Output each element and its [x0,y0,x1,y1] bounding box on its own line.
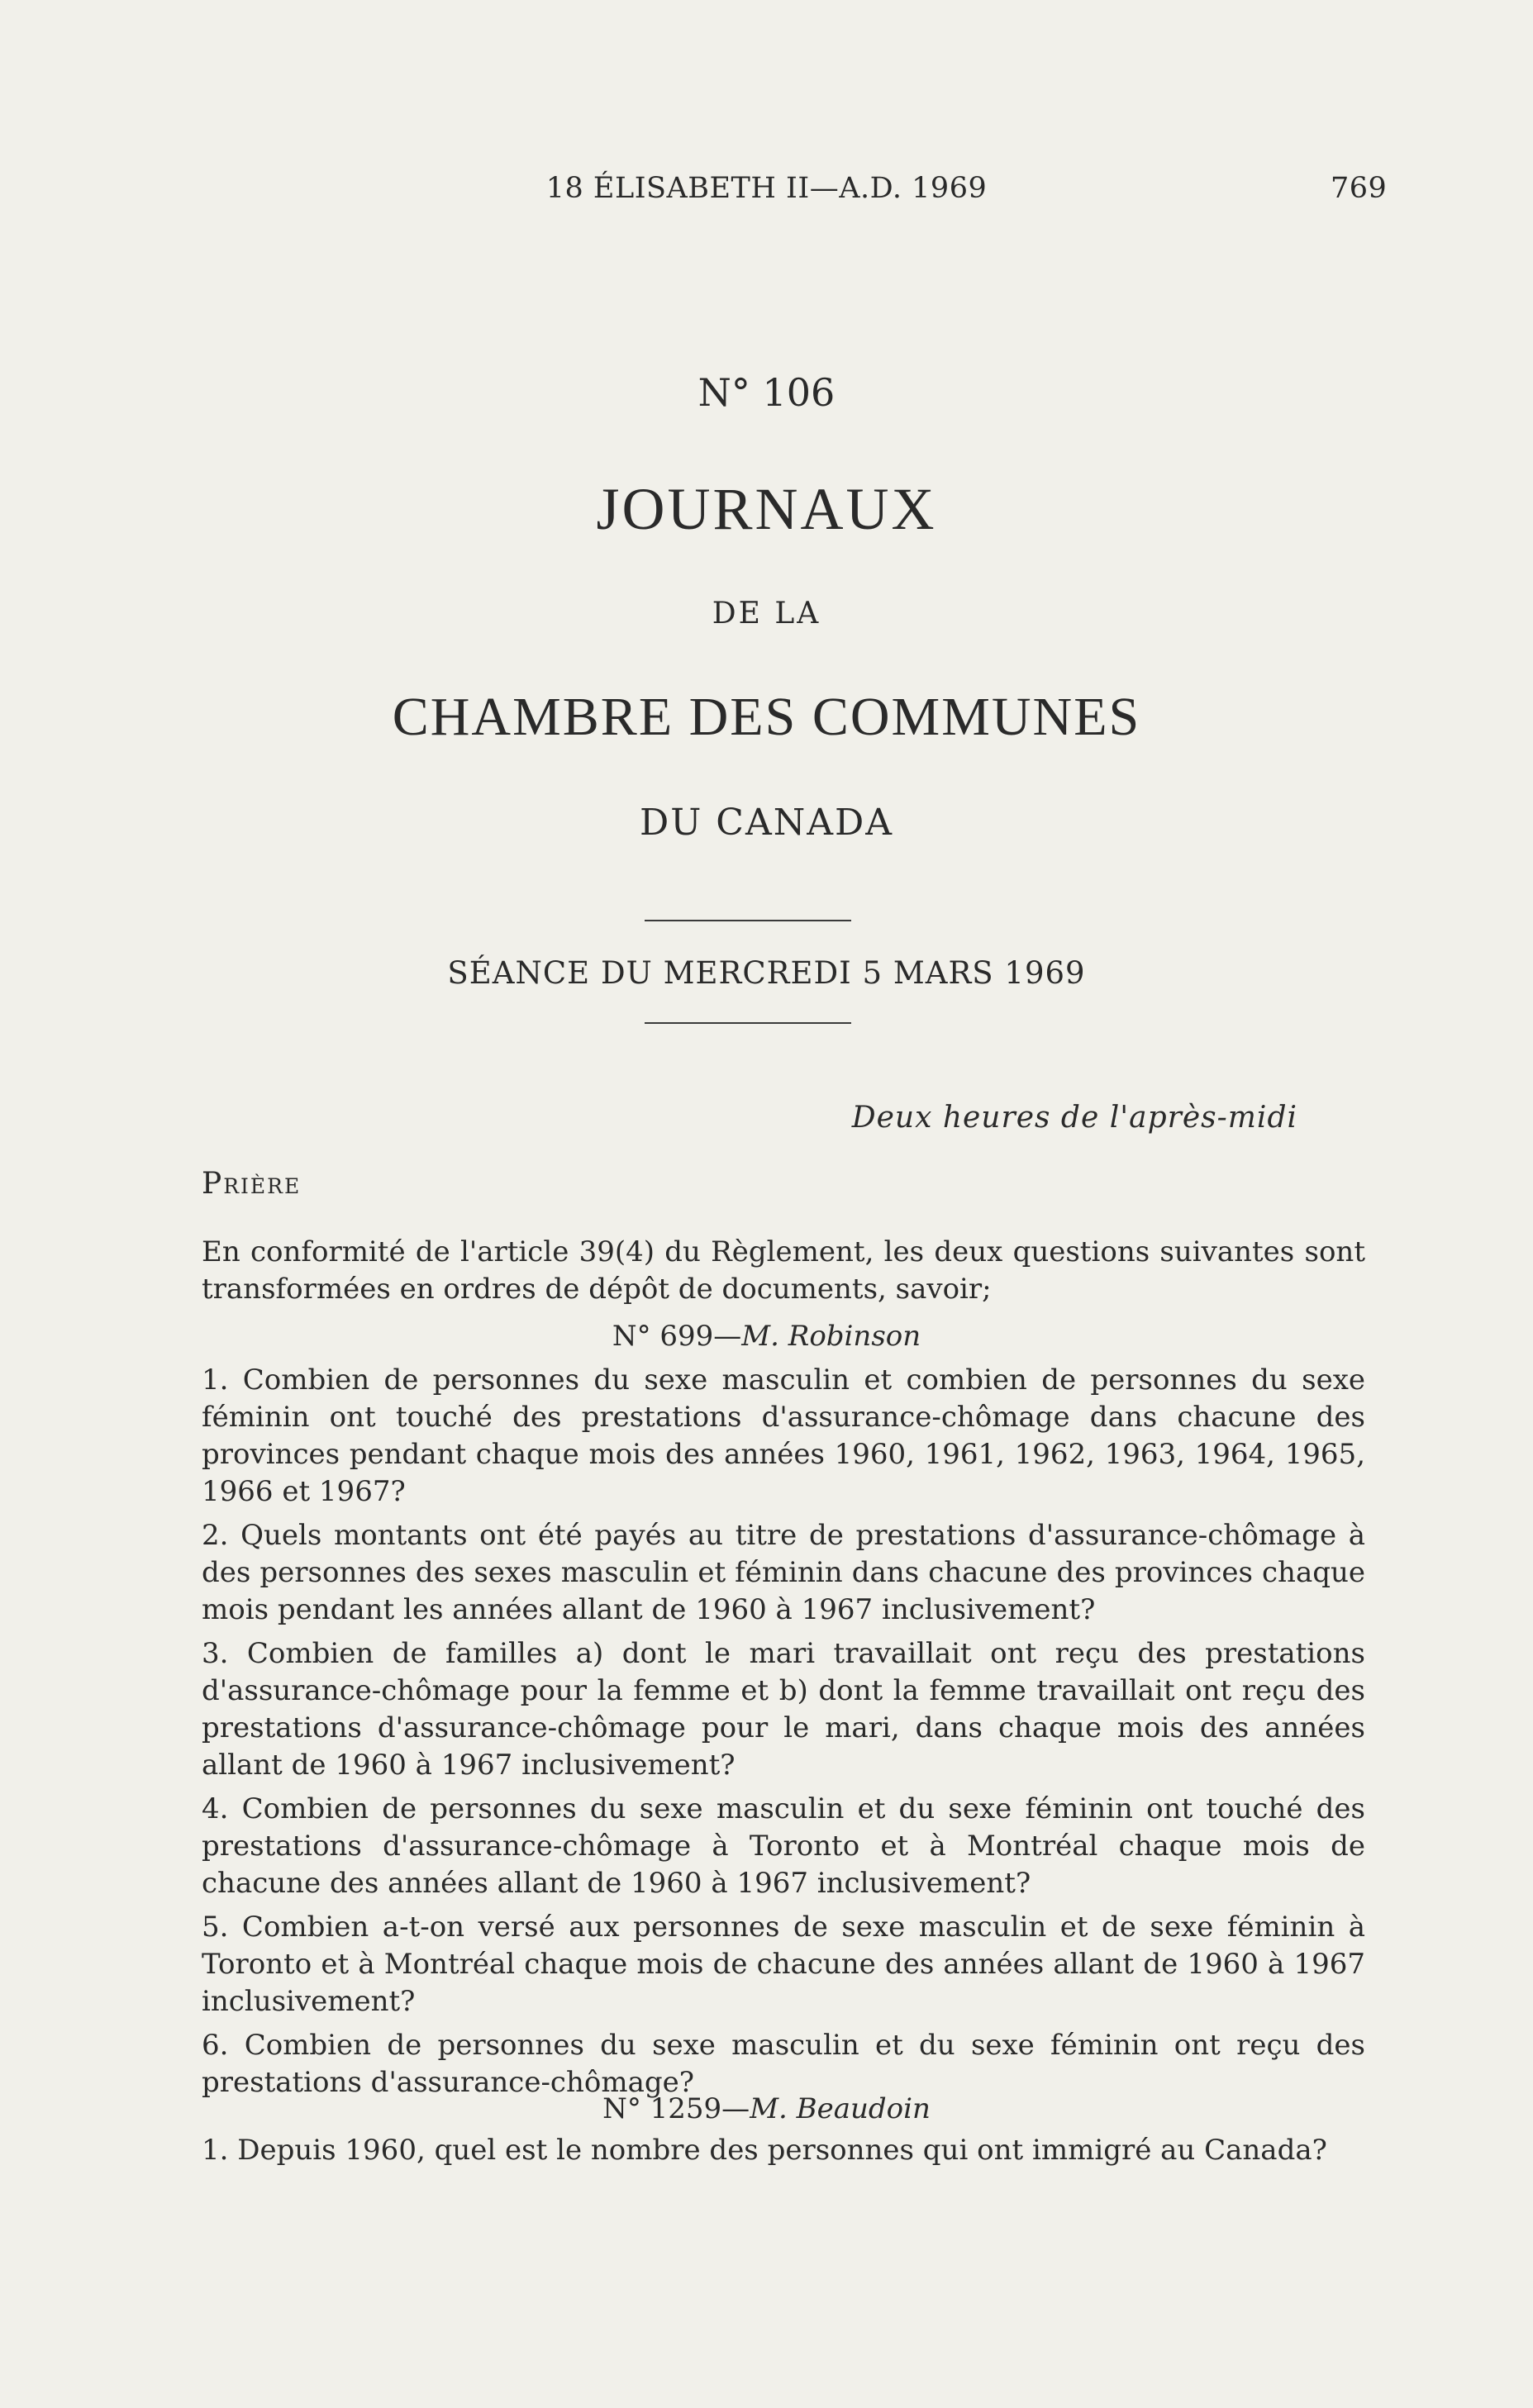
question-member: M. Beaudoin [750,2092,931,2125]
question-item: 5. Combien a-t-on versé aux personnes de sexe masculin et de sexe féminin à Toronto et à Montréal chaque mois de chacune des années allant de 1960 à 1967 inclusivement? [202,1911,1365,2018]
page-number: 769 [1331,172,1388,205]
question-item: 2. Quels montants ont été payés au titre de prestations d'assurance-chômage à des personnes des sexes masculin et féminin dans chacune des provinces chaque mois pendant les années allant de 1960 à 1967 inclusivement? [202,1519,1365,1626]
question-heading [0,2092,1533,2125]
divider-top [645,920,851,921]
intro-paragraph [202,1234,1365,1308]
issue-number: N° 106 [697,370,836,415]
question-number: N° 1259— [602,2092,750,2125]
title-journaux: JOURNAUX [596,476,937,542]
sitting-time: Deux heures de l'après-midi [851,1101,1297,1135]
section-priere: Prière [202,1167,302,1201]
question-list [202,1362,1365,2108]
question-item: 1. Combien de personnes du sexe masculin et combien de personnes du sexe féminin ont touché des prestations d'assurance-chômage dans chacune des provinces pendant chaque mois des années 1960, 1961, 1962, 1963, 1964, 1965, 1966 et 1967? [202,1363,1365,1508]
title-de-la: DE LA [712,597,821,631]
title-chambre: CHAMBRE DES COMMUNES [392,687,1141,747]
intro-text: En conformité de l'article 39(4) du Règlement, les deux questions suivantes sont transformées en ordres de dépôt de documents, savoir; [202,1235,1365,1306]
sitting-date: SÉANCE DU MERCREDI 5 MARS 1969 [447,955,1086,991]
question-item: 1. Depuis 1960, quel est le nombre des personnes qui ont immigré au Canada? [202,2134,1327,2167]
question-item: 3. Combien de familles a) dont le mari travaillait ont reçu des prestations d'assurance-chômage pour la femme et b) dont la femme travaillait ont reçu des prestations d'assurance-chômage pour le mari, dans chaque mois des années allant de 1960 à 1967 inclusivement? [202,1637,1365,1782]
question-item: 6. Combien de personnes du sexe masculin et du sexe féminin ont reçu des prestations d'assurance-chômage? [202,2029,1365,2099]
question-item: 4. Combien de personnes du sexe masculin et du sexe féminin ont touché des prestations d'assurance-chômage à Toronto et à Montréal chaque mois de chacune des années allant de 1960 à 1967 inclusivement? [202,1792,1365,1900]
running-title: 18 ÉLISABETH II—A.D. 1969 [545,172,988,205]
title-du-canada: DU CANADA [639,802,894,844]
question-heading [0,1320,1533,1353]
divider-bottom [645,1022,851,1024]
question-list [202,2132,1365,2176]
question-number: N° 699— [612,1320,742,1353]
question-member: M. Robinson [741,1320,921,1353]
